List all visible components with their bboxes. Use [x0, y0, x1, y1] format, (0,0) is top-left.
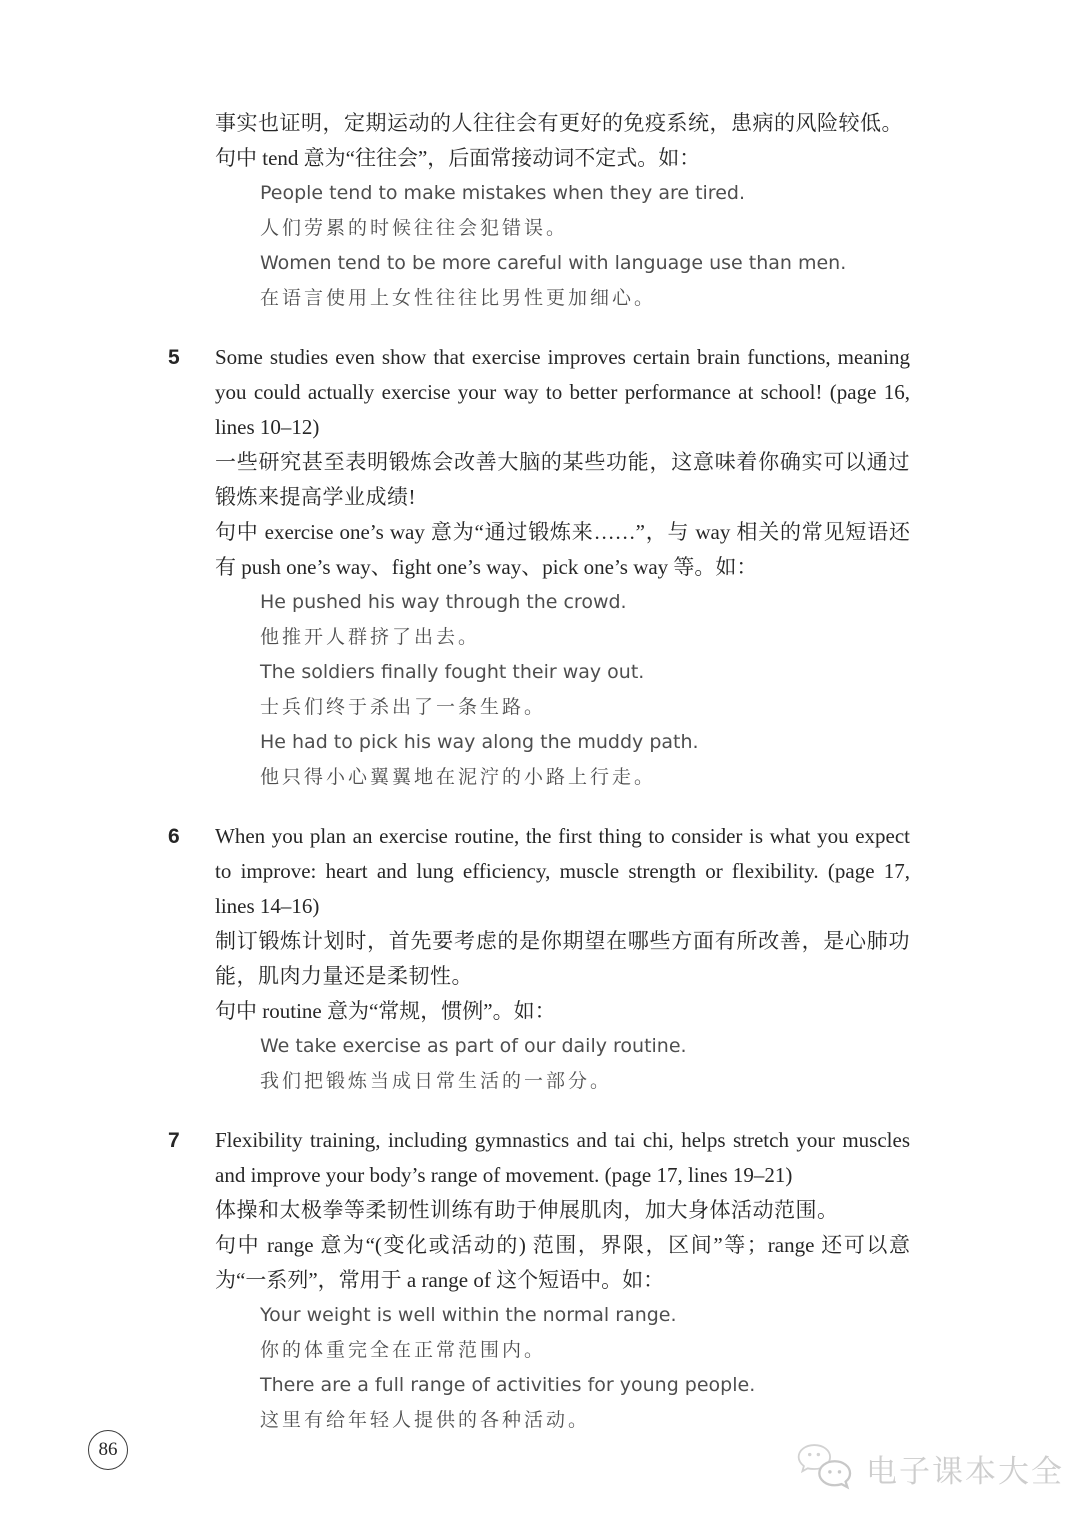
- usage-note: 句中 tend 意为“往往会”，后面常接动词不定式。如：: [215, 146, 701, 170]
- item-english-sentence: Flexibility training, including gymnastics and tai chi, helps stretch your muscles and improve your body’s range of movement. (page 17, lines 19–21): [215, 1128, 910, 1187]
- item-chinese-translation: 体操和太极拳等柔韧性训练有助于伸展肌肉，加大身体活动范围。: [215, 1198, 839, 1222]
- chinese-translation: 事实也证明，定期运动的人往往会有更好的免疫系统，患病的风险较低。: [215, 111, 903, 135]
- item-number: 6: [168, 825, 180, 848]
- item-english-sentence: When you plan an exercise routine, the first thing to consider is what you expect to improve: heart and lung efficiency, muscle strength or flexibility. (page 17, lines 14–16): [215, 824, 910, 918]
- example-chinese: 人们劳累的时候往往会犯错误。: [260, 217, 569, 239]
- example-chinese: 你的体重完全在正常范围内。: [260, 1339, 547, 1361]
- example-chinese: 这里有给年轻人提供的各种活动。: [260, 1409, 591, 1431]
- example-list: [260, 1298, 910, 1438]
- example-list: [260, 176, 910, 316]
- numbered-item: [168, 819, 910, 1099]
- numbered-item: [168, 1123, 910, 1438]
- example-english: The soldiers finally fought their way out.: [260, 661, 645, 683]
- example-list: [260, 1029, 910, 1099]
- item-number: 7: [168, 1129, 180, 1152]
- item-body: [215, 1123, 910, 1438]
- example-chinese: 在语言使用上女性往往比男性更加细心。: [260, 287, 657, 309]
- watermark-label: 电子课本大全: [866, 1453, 1064, 1490]
- example-english: He had to pick his way along the muddy path.: [260, 731, 699, 753]
- example-english: He pushed his way through the crowd.: [260, 591, 627, 613]
- example-english: People tend to make mistakes when they are tired.: [260, 182, 745, 204]
- item-chinese-translation: 一些研究甚至表明锻炼会改善大脑的某些功能，这意味着你确实可以通过锻炼来提高学业成绩!: [215, 450, 910, 509]
- item-chinese-translation: 制订锻炼计划时，首先要考虑的是你期望在哪些方面有所改善，是心肺功能，肌肉力量还是柔韧性。: [215, 929, 910, 988]
- page-number: 86: [98, 1439, 118, 1460]
- usage-note: 句中 exercise one’s way 意为“通过锻炼来……”，与 way 相关的常见短语还有 push one’s way、fight one’s way、pick one’s way 等。如：: [215, 520, 910, 579]
- example-list: [260, 585, 910, 795]
- usage-note: 句中 range 意为“(变化或活动的) 范围，界限，区间”等；range 还可以意为“一系列”，常用于 a range of 这个短语中。如：: [215, 1233, 910, 1292]
- watermark: [796, 1444, 1064, 1492]
- example-chinese: 他只得小心翼翼地在泥泞的小路上行走。: [260, 766, 657, 788]
- item-number: 5: [168, 346, 180, 369]
- wechat-icon: [796, 1444, 858, 1492]
- page-content: [168, 106, 910, 1438]
- item-english-sentence: Some studies even show that exercise improves certain brain functions, meaning you could actually exercise your way to better performance at school! (page 16, lines 10–12): [215, 345, 910, 439]
- example-english: Your weight is well within the normal range.: [260, 1304, 677, 1326]
- example-english: There are a full range of activities for young people.: [260, 1374, 756, 1396]
- section-continuation: [215, 106, 910, 316]
- example-chinese: 士兵们终于杀出了一条生路。: [260, 696, 547, 718]
- item-body: [215, 340, 910, 795]
- page-number-badge: [88, 1430, 128, 1470]
- example-english: Women tend to be more careful with language use than men.: [260, 252, 847, 274]
- example-chinese: 我们把锻炼当成日常生活的一部分。: [260, 1070, 613, 1092]
- numbered-item: [168, 340, 910, 795]
- item-body: [215, 819, 910, 1099]
- usage-note: 句中 routine 意为“常规，惯例”。如：: [215, 999, 556, 1023]
- example-chinese: 他推开人群挤了出去。: [260, 626, 481, 648]
- example-english: We take exercise as part of our daily routine.: [260, 1035, 687, 1057]
